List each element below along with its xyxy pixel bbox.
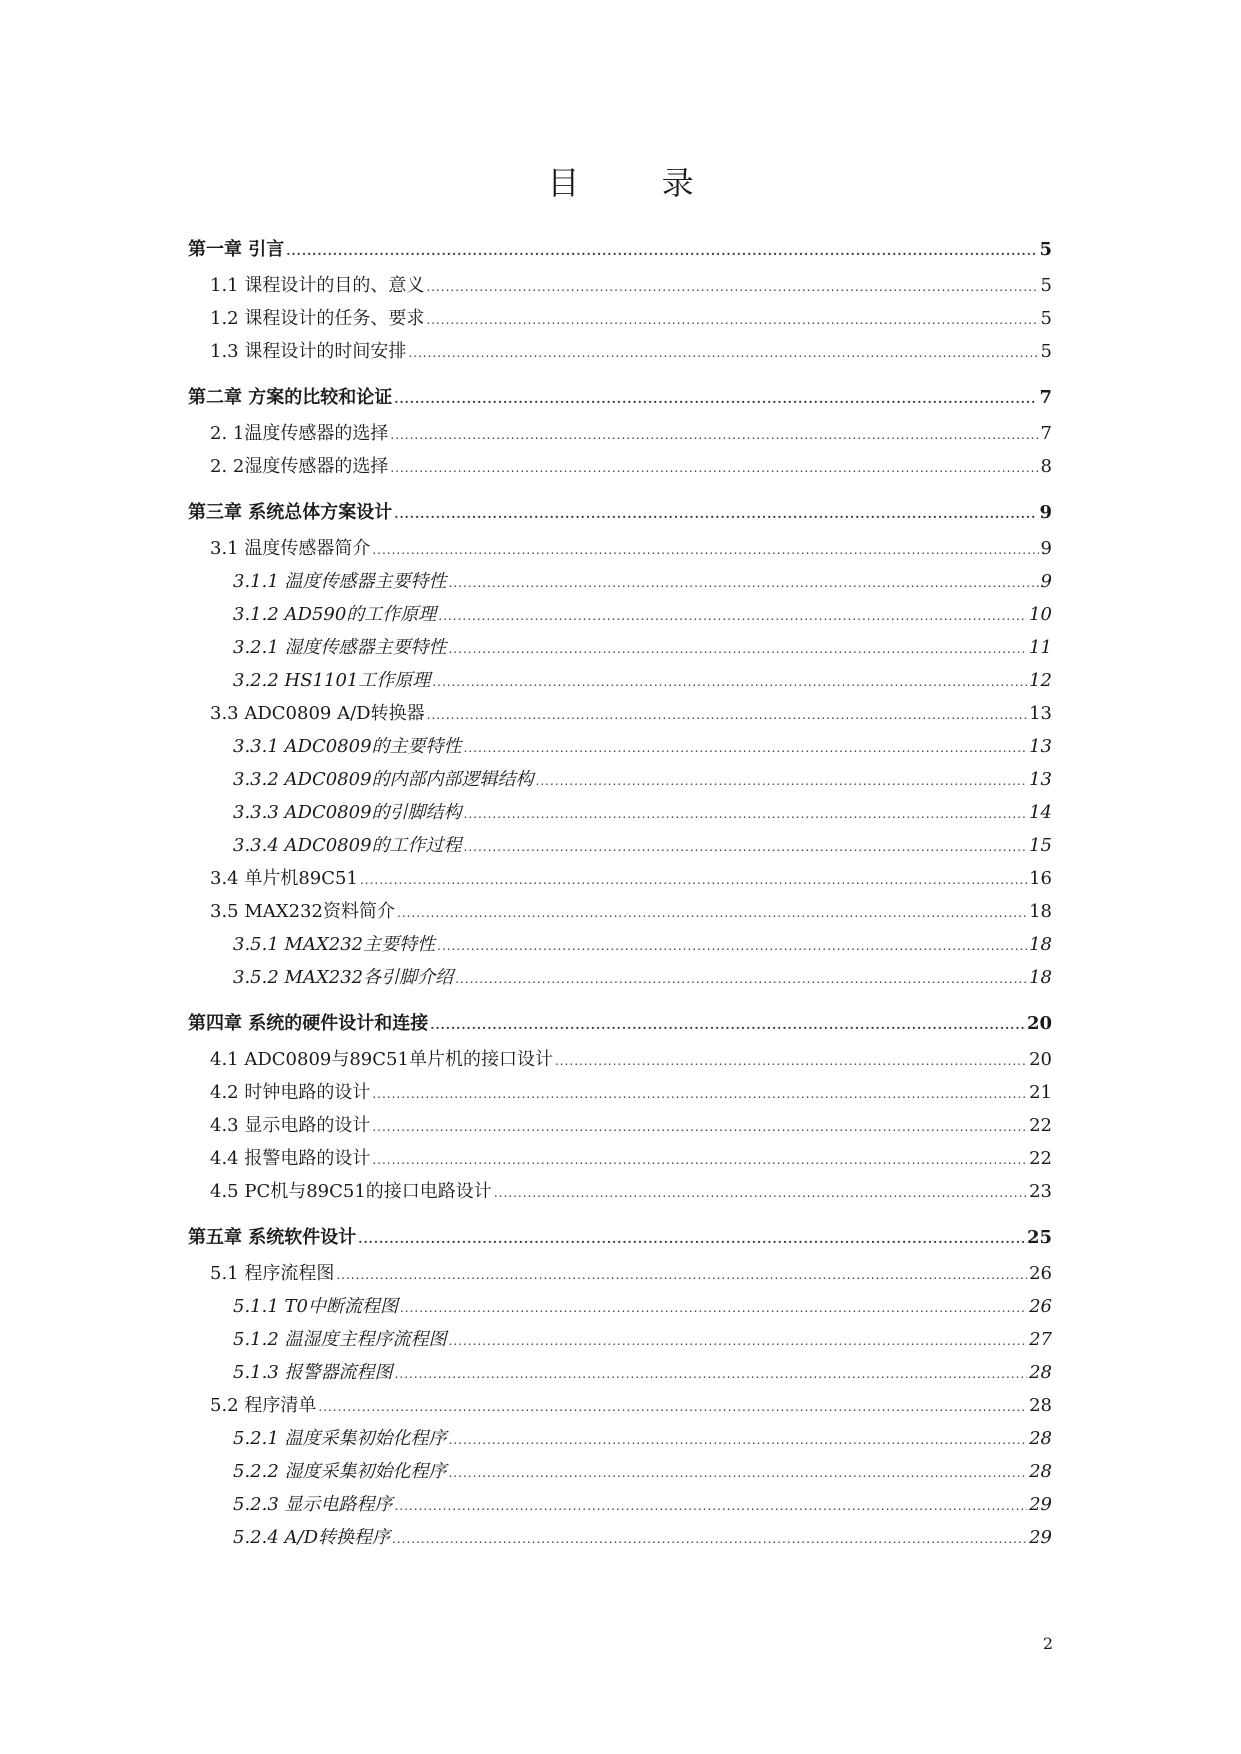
toc-entry-title: 第五章 系统软件设计 [188, 1227, 357, 1248]
toc-entry-title: 3.3.3 ADC0809的引脚结构 [233, 802, 462, 823]
toc-entry-title: 5.1.1 T0中断流程图 [233, 1296, 398, 1317]
toc-entry-sub[interactable] [188, 829, 1052, 862]
toc-entry-page: 7 [1039, 387, 1052, 408]
toc-entry-sub[interactable] [188, 1455, 1052, 1488]
toc-entry-sub[interactable] [188, 1290, 1052, 1323]
toc-entry-page: 10 [1029, 604, 1052, 625]
dot-leader [394, 495, 1037, 534]
toc-entry-title: 5.1.3 报警器流程图 [233, 1362, 393, 1383]
dot-leader [536, 765, 1028, 798]
toc-entry-sec[interactable] [188, 1076, 1052, 1109]
toc-entry-chapter[interactable] [188, 230, 1052, 269]
toc-entry-page: 22 [1029, 1115, 1052, 1136]
dot-leader [336, 1259, 1027, 1292]
toc-entry-page: 20 [1029, 1049, 1052, 1070]
dot-leader [390, 452, 1038, 485]
dot-leader [390, 419, 1038, 452]
dot-leader [464, 798, 1028, 831]
toc-entry-title: 1.3 课程设计的时间安排 [210, 341, 407, 362]
toc-entry-title: 1.1 课程设计的目的、意义 [210, 275, 425, 296]
dot-leader [372, 1111, 1027, 1144]
toc-entry-page: 7 [1040, 423, 1052, 444]
toc-entry-page: 18 [1029, 967, 1052, 988]
toc-entry-page: 21 [1029, 1082, 1052, 1103]
dot-leader [432, 666, 1027, 699]
toc-entry-page: 26 [1029, 1263, 1052, 1284]
toc-entry-sec[interactable] [188, 697, 1052, 730]
toc-entry-sec[interactable] [188, 269, 1052, 302]
toc-entry-title: 1.2 课程设计的任务、要求 [210, 308, 425, 329]
toc-entry-title: 3.1.1 温度传感器主要特性 [233, 571, 447, 592]
dot-leader [455, 963, 1027, 996]
dot-leader [464, 831, 1028, 864]
toc-entry-page: 5 [1039, 239, 1052, 260]
toc-entry-title: 4.4 报警电路的设计 [210, 1148, 371, 1169]
toc-entry-page: 9 [1040, 571, 1052, 592]
dot-leader [372, 1078, 1027, 1111]
toc-entry-sub[interactable] [188, 763, 1052, 796]
toc-entry-page: 5 [1040, 275, 1052, 296]
toc-entry-page: 13 [1029, 703, 1052, 724]
toc-entry-sub[interactable] [188, 1356, 1052, 1389]
toc-entry-title: 第三章 系统总体方案设计 [188, 502, 393, 523]
toc-entry-title: 3.3 ADC0809 A/D转换器 [210, 703, 425, 724]
dot-leader [449, 567, 1039, 600]
toc-entry-page: 28 [1029, 1362, 1052, 1383]
toc-entry-sec[interactable] [188, 1109, 1052, 1142]
toc-entry-sub[interactable] [188, 796, 1052, 829]
toc-entry-title: 3.1 温度传感器简介 [210, 538, 371, 559]
dot-leader [400, 1292, 1027, 1325]
toc-entry-page: 20 [1026, 1013, 1052, 1034]
toc-entry-page: 29 [1029, 1527, 1052, 1548]
toc-entry-sub[interactable] [188, 1323, 1052, 1356]
toc-entry-chapter[interactable] [188, 1004, 1052, 1043]
toc-entry-title: 3.2.2 HS1101工作原理 [233, 670, 431, 691]
dot-leader [464, 732, 1028, 765]
toc-entry-title: 3.3.2 ADC0809的内部内部逻辑结构 [233, 769, 534, 790]
toc-entry-sec[interactable] [188, 335, 1052, 368]
toc-entry-page: 25 [1026, 1227, 1052, 1248]
toc-entry-sub[interactable] [188, 1422, 1052, 1455]
dot-leader [372, 1144, 1027, 1177]
toc-entry-title: 第一章 引言 [188, 239, 285, 260]
toc-entry-page: 5 [1040, 308, 1052, 329]
dot-leader [449, 1424, 1028, 1457]
toc-entry-sub[interactable] [188, 664, 1052, 697]
toc-entry-title: 第二章 方案的比较和论证 [188, 387, 393, 408]
toc-entry-chapter[interactable] [188, 493, 1052, 532]
toc-entry-title: 4.1 ADC0809与89C51单片机的接口设计 [210, 1049, 553, 1070]
toc-entry-title: 3.5.1 MAX232主要特性 [233, 934, 436, 955]
toc-entry-sec[interactable] [188, 417, 1052, 450]
dot-leader [395, 1358, 1028, 1391]
toc-entry-sec[interactable] [188, 1175, 1052, 1208]
toc-entry-title: 5.2 程序清单 [210, 1395, 317, 1416]
toc-entry-sub[interactable] [188, 565, 1052, 598]
toc-entry-title: 4.2 时钟电路的设计 [210, 1082, 371, 1103]
toc-entry-page: 28 [1029, 1461, 1052, 1482]
toc-entry-title: 2. 1温度传感器的选择 [210, 423, 389, 444]
toc-entry-page: 28 [1029, 1395, 1052, 1416]
dot-leader [397, 897, 1027, 930]
toc-entry-title: 5.2.4 A/D转换程序 [233, 1527, 391, 1548]
dot-leader [430, 1006, 1025, 1045]
toc-entry-sub[interactable] [188, 1521, 1052, 1554]
dot-leader [494, 1177, 1027, 1210]
toc-entry-title: 5.1.2 温湿度主程序流程图 [233, 1329, 447, 1350]
toc-entry-sec[interactable] [188, 895, 1052, 928]
toc-entry-title: 4.3 显示电路的设计 [210, 1115, 371, 1136]
dot-leader [449, 1325, 1028, 1358]
dot-leader [358, 1220, 1025, 1259]
toc-entry-sec[interactable] [188, 1142, 1052, 1175]
dot-leader [286, 232, 1037, 271]
dot-leader [318, 1391, 1027, 1424]
table-of-contents [188, 228, 1052, 1554]
toc-entry-title: 3.4 单片机89C51 [210, 868, 358, 889]
toc-entry-page: 14 [1029, 802, 1052, 823]
dot-leader [438, 600, 1027, 633]
toc-entry-title: 第四章 系统的硬件设计和连接 [188, 1013, 429, 1034]
dot-leader [437, 930, 1027, 963]
toc-entry-title: 3.2.1 湿度传感器主要特性 [233, 637, 447, 658]
toc-entry-page: 15 [1029, 835, 1052, 856]
dot-leader [426, 304, 1038, 337]
toc-entry-page: 13 [1029, 736, 1052, 757]
toc-entry-title: 5.2.3 显示电路程序 [233, 1494, 393, 1515]
dot-leader [395, 1490, 1028, 1523]
dot-leader [449, 1457, 1028, 1490]
toc-entry-title: 3.5 MAX232资料简介 [210, 901, 395, 922]
toc-entry-page: 9 [1040, 538, 1052, 559]
dot-leader [449, 633, 1028, 666]
toc-entry-title: 4.5 PC机与89C51的接口电路设计 [210, 1181, 492, 1202]
toc-entry-page: 18 [1029, 934, 1052, 955]
toc-entry-sec[interactable] [188, 862, 1052, 895]
toc-entry-sec[interactable] [188, 532, 1052, 565]
dot-leader [555, 1045, 1027, 1078]
toc-entry-page: 16 [1029, 868, 1052, 889]
toc-entry-page: 13 [1029, 769, 1052, 790]
toc-entry-sec[interactable] [188, 1257, 1052, 1290]
toc-entry-title: 2. 2湿度传感器的选择 [210, 456, 389, 477]
page-title: 目 录 [547, 164, 730, 202]
toc-entry-title: 5.2.2 湿度采集初始化程序 [233, 1461, 447, 1482]
dot-leader [360, 864, 1027, 897]
toc-entry-sub[interactable] [188, 598, 1052, 631]
toc-entry-page: 22 [1029, 1148, 1052, 1169]
toc-entry-page: 11 [1029, 637, 1052, 658]
toc-entry-sec[interactable] [188, 450, 1052, 483]
toc-entry-title: 5.1 程序流程图 [210, 1263, 335, 1284]
toc-entry-page: 5 [1040, 341, 1052, 362]
toc-entry-page: 27 [1029, 1329, 1052, 1350]
toc-entry-title: 5.2.1 温度采集初始化程序 [233, 1428, 447, 1449]
toc-entry-sub[interactable] [188, 961, 1052, 994]
dot-leader [394, 380, 1037, 419]
toc-entry-chapter[interactable] [188, 378, 1052, 417]
dot-leader [426, 271, 1038, 304]
toc-entry-title: 3.3.1 ADC0809的主要特性 [233, 736, 462, 757]
page-number: 2 [1042, 1634, 1053, 1653]
toc-entry-sub[interactable] [188, 928, 1052, 961]
toc-entry-page: 29 [1029, 1494, 1052, 1515]
toc-entry-page: 26 [1029, 1296, 1052, 1317]
toc-entry-chapter[interactable] [188, 1218, 1052, 1257]
toc-entry-title: 3.1.2 AD590的工作原理 [233, 604, 437, 625]
dot-leader [427, 699, 1028, 732]
toc-entry-sec[interactable] [188, 302, 1052, 335]
toc-entry-sub[interactable] [188, 631, 1052, 664]
toc-entry-sub[interactable] [188, 730, 1052, 763]
toc-entry-sec[interactable] [188, 1389, 1052, 1422]
toc-entry-page: 28 [1029, 1428, 1052, 1449]
toc-entry-sec[interactable] [188, 1043, 1052, 1076]
dot-leader [408, 337, 1038, 370]
toc-entry-page: 18 [1029, 901, 1052, 922]
toc-entry-title: 3.5.2 MAX232各引脚介绍 [233, 967, 454, 988]
toc-entry-title: 3.3.4 ADC0809的工作过程 [233, 835, 462, 856]
toc-entry-page: 8 [1040, 456, 1052, 477]
dot-leader [372, 534, 1038, 567]
dot-leader [392, 1523, 1027, 1556]
toc-entry-page: 23 [1029, 1181, 1052, 1202]
toc-entry-page: 9 [1039, 502, 1052, 523]
toc-entry-sub[interactable] [188, 1488, 1052, 1521]
toc-entry-page: 12 [1029, 670, 1052, 691]
